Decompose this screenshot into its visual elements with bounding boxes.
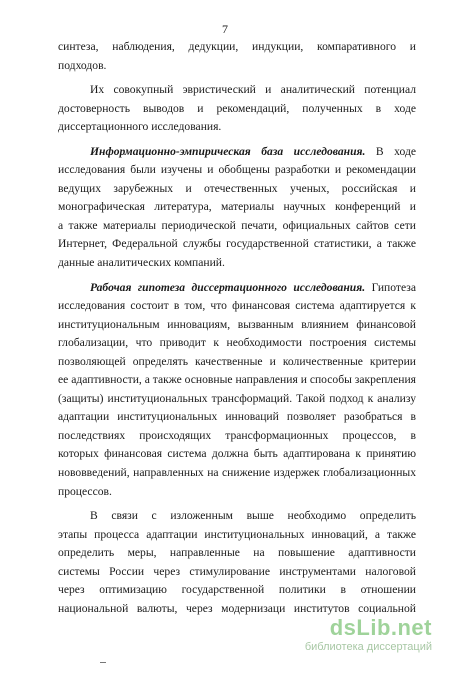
text-line: нововведений, направленных на снижение издержек глобализационных [58, 466, 416, 480]
text-line: определить меры, направленные на повышение адаптивности [58, 546, 416, 560]
text-line: национальной валюты, через модернизаци институтов социальной [58, 601, 416, 615]
text-line: позволяющей определять качественные и количественные критерии [58, 354, 416, 368]
text-line: системы России через стимулирование инструментами налоговой [58, 564, 416, 578]
text-line: ведущих зарубежных и отечественных ученых, российская и [58, 181, 416, 195]
text-line: Их совокупный эвристический и аналитический потенциал [90, 83, 416, 97]
page-body [58, 38, 416, 618]
text-line: исследования были изучены и обобщены разработки и рекомендации [58, 163, 416, 177]
text-line: последствиях происходящих трансформационных процессов, в [58, 428, 416, 442]
text-line: исследования состоит в том, что финансовая система адаптируется к [58, 299, 416, 313]
scan-artifact [100, 662, 106, 663]
text-line: подходов. [58, 58, 107, 72]
paragraph-lead-line [58, 143, 416, 162]
text-line: глобализации, что приводит к необходимости построения системы [58, 336, 416, 350]
paragraph-lead-line [58, 279, 416, 298]
text-line: адаптации институциональных инноваций позволяет разобраться в [58, 410, 416, 424]
text-line: Интернет, Федеральной службы государственной статистики, а также [58, 237, 416, 251]
text-line: достоверность выводов и рекомендаций, полученных в ходе [58, 101, 416, 115]
page-number: 7 [222, 22, 228, 36]
text-line: (защиты) институциональных трансформаций. Такой подход к анализу [58, 391, 416, 405]
text-line: В связи с изложенным выше необходимо определить [90, 509, 416, 523]
text-line: данные аналитических компаний. [58, 256, 225, 270]
text-line: институциональным инновациям, вызванным влиянием финансовой [58, 317, 416, 331]
text-fragment: Гипотеза [371, 280, 416, 294]
text-line: через оптимизацию государственной политики в отношении [58, 583, 416, 597]
section-heading-empirical-base: Информационно-эмпирическая база исследования. [90, 144, 366, 158]
text-line: а также материалы периодической печати, официальных сайтов сети [58, 218, 416, 232]
watermark-logo: dsLib.net [329, 615, 432, 640]
text-line: синтеза, наблюдения, дедукции, индукции, компаративного и [58, 40, 416, 53]
watermark-subtitle: библиотека диссертаций [304, 641, 432, 653]
text-line: этапы процесса адаптации институциональных инноваций, а также [58, 527, 416, 541]
text-line: процессов. [58, 484, 112, 498]
text-line: ее адаптивности, а также основные направления и способы закрепления [58, 373, 416, 387]
text-line: которых финансовая система должна быть адаптирована к принятию [58, 447, 416, 461]
text-line: монографическая литература, материалы научных конференций и [58, 200, 416, 214]
watermark [304, 615, 432, 657]
text-fragment: В ходе [375, 144, 416, 158]
text-line: диссертационного исследования. [58, 120, 222, 134]
section-heading-working-hypothesis: Рабочая гипотеза диссертационного исследования. [90, 280, 366, 294]
